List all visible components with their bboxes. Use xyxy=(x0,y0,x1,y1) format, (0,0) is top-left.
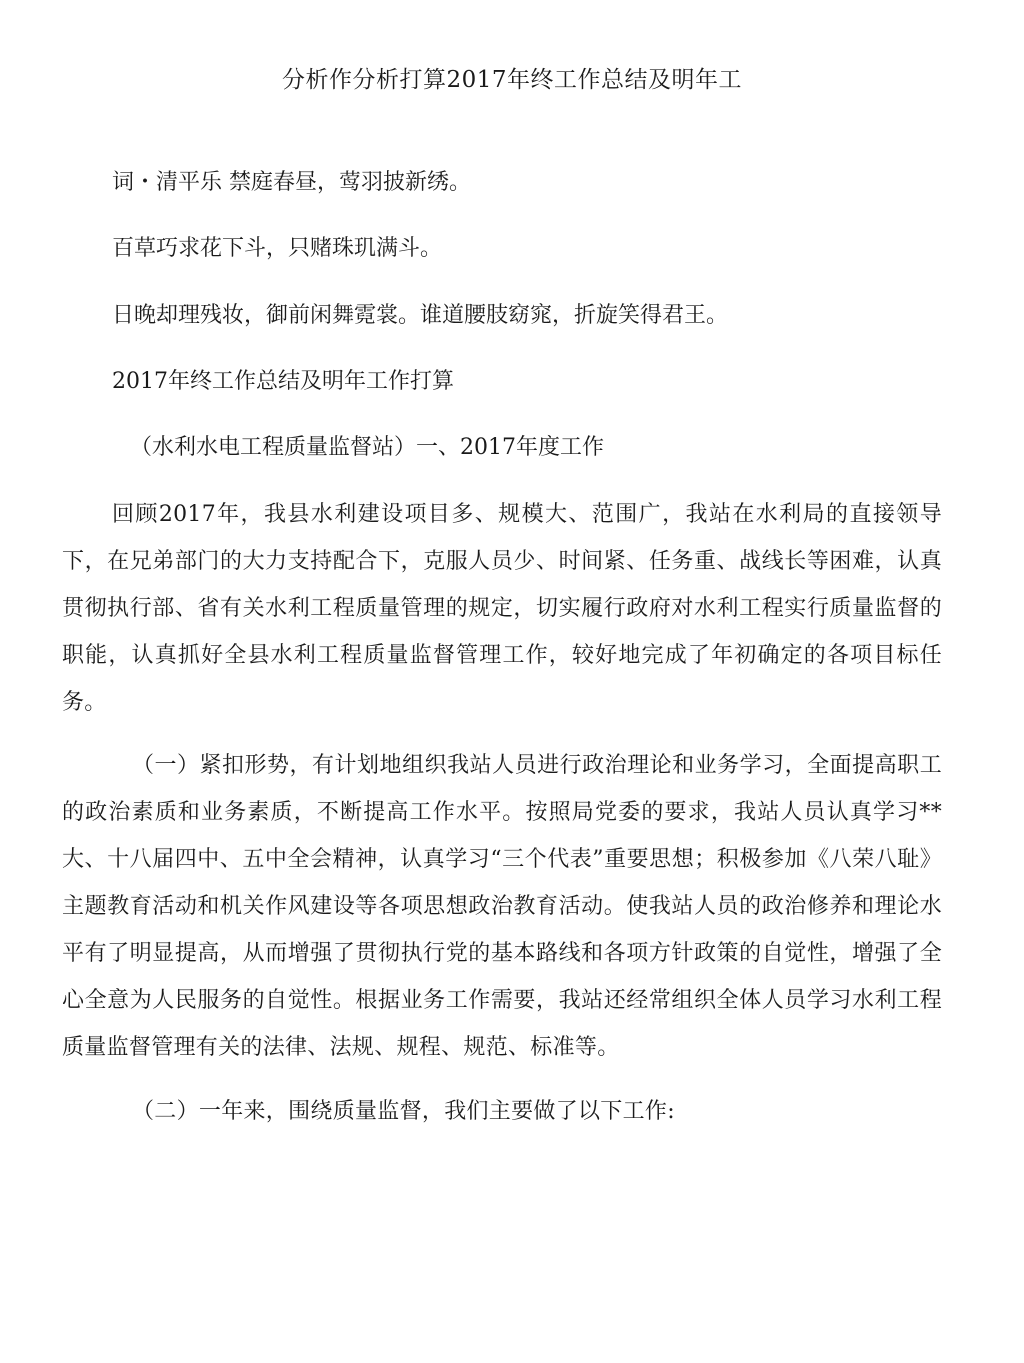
poem-line-1: 词・清平乐 禁庭春昼，莺羽披新绣。 xyxy=(112,170,471,195)
paragraph-review: 回顾2017年，我县水利建设项目多、规模大、范围广，我站在水利局的直接领导下，在兄弟部门的大力支持配合下，克服人员少、时间紧、任务重、战线长等困难，认真贯彻执行部、省有关水利工程质量管理的规定，切实履行政府对水利工程实行质量监督的职能，认真抓好全县水利工程质量监督管理工作，较好地完成了年初确定的各项目标任务。 xyxy=(62,502,942,715)
paragraph-study: （一）紧扣形势，有计划地组织我站人员进行政治理论和业务学习，全面提高职工的政治素质和业务素质，不断提高工作水平。按照局党委的要求，我站人员认真学习**大、十八届四中、五中全会精神，认真学习“三个代表”重要思想；积极参加《八荣八耻》主题教育活动和机关作风建设等各项思想政治教育活动。使我站人员的政治修养和理论水平有了明显提高，从而增强了贯彻执行党的基本路线和各项方针政策的自觉性，增强了全心全意为人民服务的自觉性。根据业务工作需要，我站还经常组织全体人员学习水利工程质量监督管理有关的法律、法规、规程、规范、标准等。 xyxy=(62,753,942,1060)
paragraph-work-intro: （二）一年来，围绕质量监督，我们主要做了以下工作: xyxy=(132,1099,675,1124)
section-heading: （水利水电工程质量监督站）一、2017年度工作 xyxy=(130,435,604,460)
document-title: 分析作分析打算2017年终工作总结及明年工 xyxy=(281,67,743,93)
poem-line-3: 日晚却理残妆，御前闲舞霓裳。谁道腰肢窈窕，折旋笑得君王。 xyxy=(112,303,729,328)
poem-line-2: 百草巧求花下斗，只赌珠玑满斗。 xyxy=(112,236,443,261)
document-subtitle: 2017年终工作总结及明年工作打算 xyxy=(112,369,454,394)
